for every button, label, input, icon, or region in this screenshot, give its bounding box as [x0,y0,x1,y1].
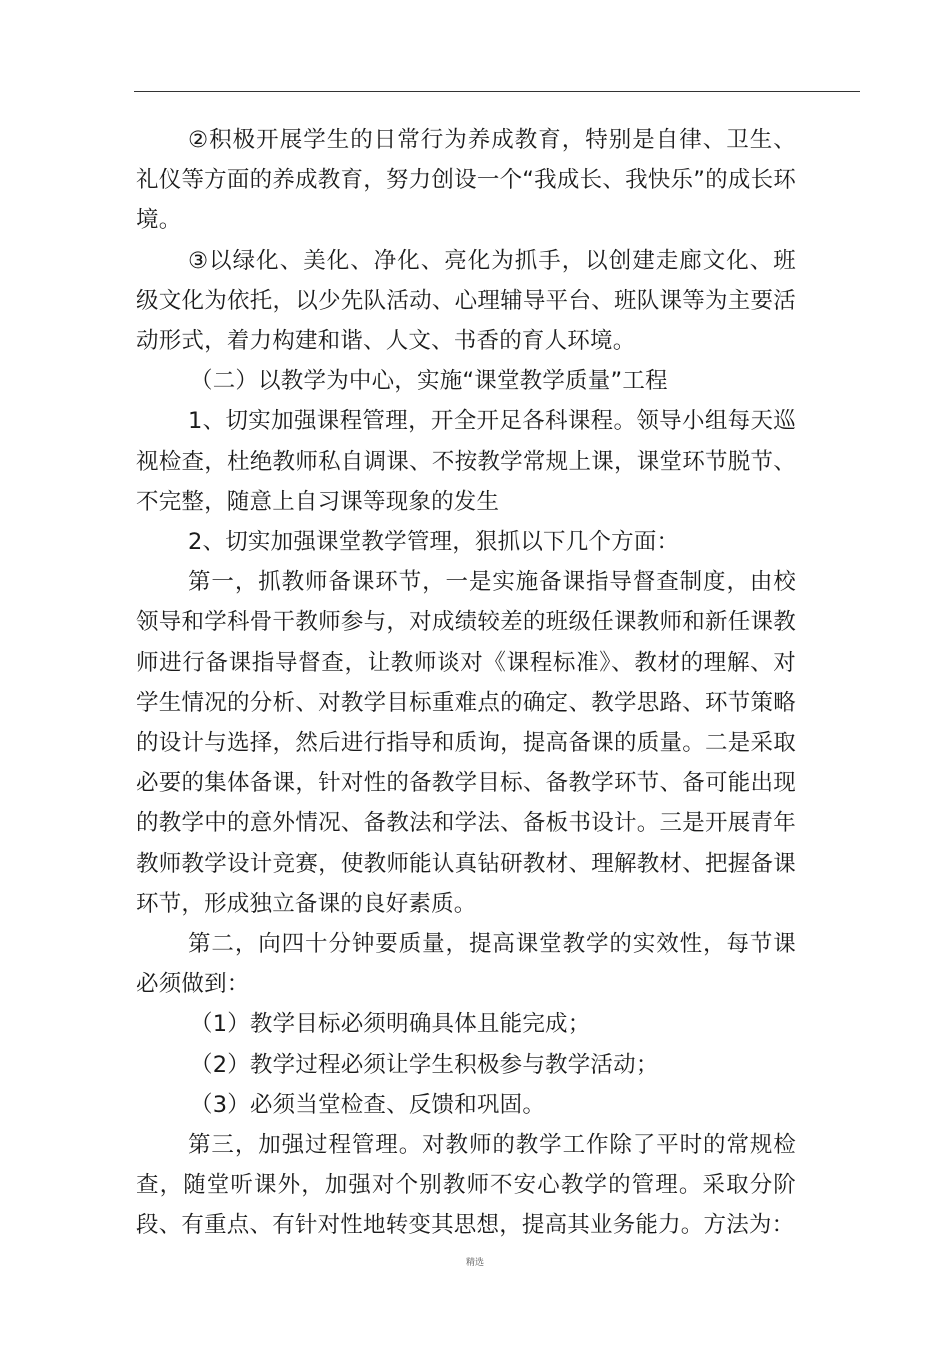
header-rule [134,91,860,92]
list-item: （1）教学目标必须明确具体且能完成； [190,1011,591,1038]
paragraph: 第一，抓教师备课环节，一是实施备课指导督查制度，由校领导和学科骨干教师参与，对成绩较差的班级任课教师和新任课教师进行备课指导督查，让教师谈对《课程标准》、教材的理解、对学生情况的分析、对教学目标重难点的确定、教学思路、环节策略的设计与选择，然后进行指导和质询，提高备课的质量。二是采取必要的集体备课，针对性的备教学目标、备教学环节、备可能出现的教学中的意外情况、备教法和学法、备板书设计。三是开展青年教师教学设计竞赛，使教师能认真钻研教材、理解教材、把握备课环节，形成独立备课的良好素质。 [136,569,796,917]
paragraph: 1、切实加强课程管理，开全开足各科课程。领导小组每天巡视检查，杜绝教师私自调课、不按教学常规上课，课堂环节脱节、不完整，随意上自习课等现象的发生 [136,408,796,515]
footer-label: 精选 [465,1258,484,1268]
list-item: （3）必须当堂检查、反馈和巩固。 [190,1091,546,1118]
paragraph: ②积极开展学生的日常行为养成教育，特别是自律、卫生、礼仪等方面的养成教育，努力创设一个“我成长、我快乐”的成长环境。 [136,127,796,234]
paragraph: 第二，向四十分钟要质量，提高课堂教学的实效性，每节课必须做到： [136,931,796,998]
list-item: （2）教学过程必须让学生积极参与教学活动； [190,1051,659,1078]
paragraph: ③以绿化、美化、净化、亮化为抓手，以创建走廊文化、班级文化为依托，以少先队活动、心理辅导平台、班队课等为主要活动形式，着力构建和谐、人文、书香的育人环境。 [136,247,796,355]
section-heading: （二）以教学为中心，实施“课堂教学质量”工程 [190,368,668,395]
paragraph: 第三，加强过程管理。对教师的教学工作除了平时的常规检查，随堂听课外，加强对个别教师不安心教学的管理。采取分阶段、有重点、有针对性地转变其思想，提高其业务能力。方法为： [136,1132,796,1239]
paragraph: 2、切实加强课堂教学管理，狠抓以下几个方面： [188,529,680,556]
document-body [136,120,796,1246]
